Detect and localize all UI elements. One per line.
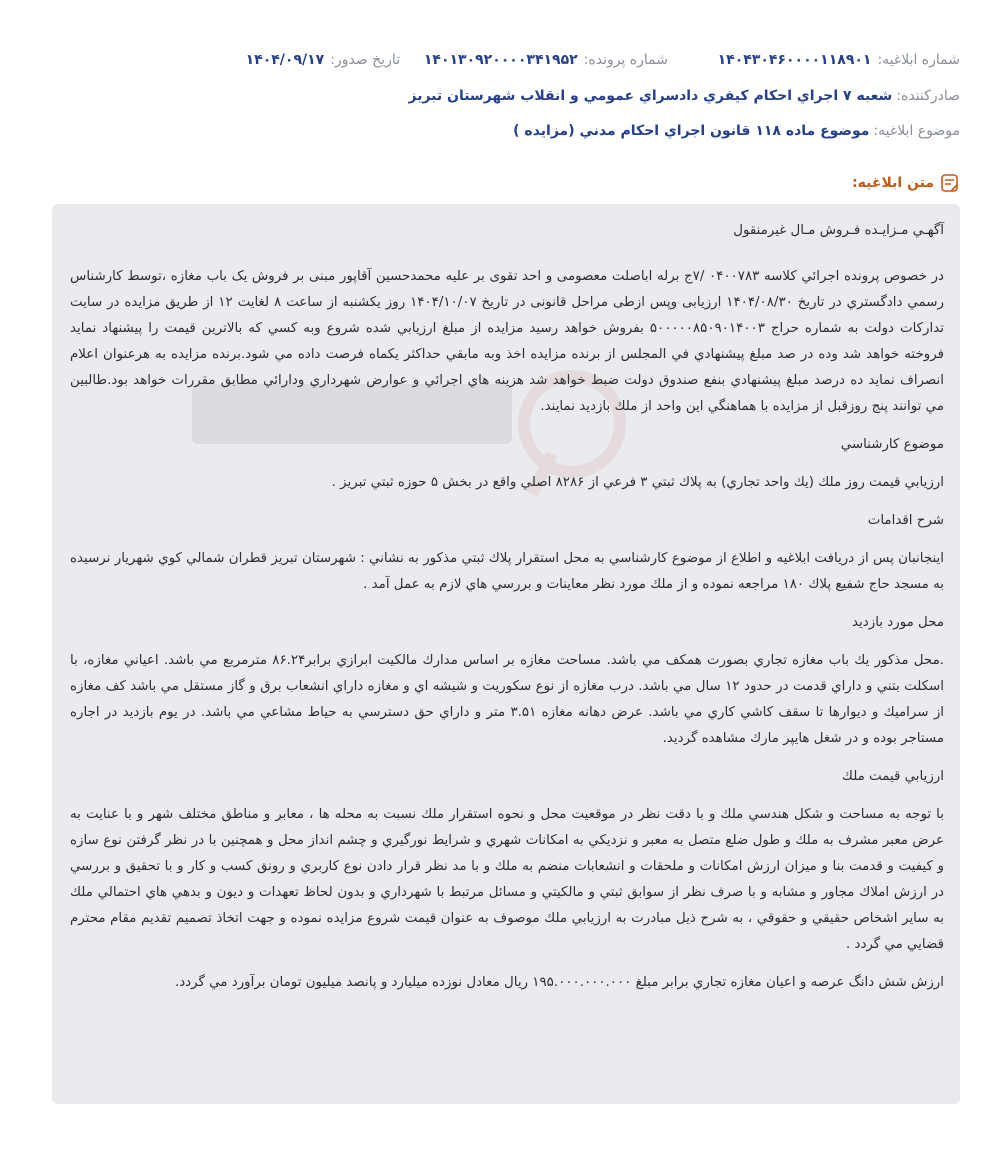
value-paragraph: ارزش شش دانگ عرصه و اعيان مغازه تجاري برابر مبلغ ۱۹۵.۰۰۰.۰۰۰.۰۰۰ ريال معادل نوزده ميليارد و پانصد ميليون تومان برآورد مي گردد. — [174, 975, 944, 990]
notice-number-value: ۱۴۰۴۳۰۴۶۰۰۰۰۱۱۸۹۰۱ — [717, 52, 872, 68]
case-number-value: ۱۴۰۱۳۰۹۲۰۰۰۰۳۴۱۹۵۲ — [423, 52, 578, 68]
notice-body-panel — [52, 204, 960, 1104]
subject-value: موضوع ماده ۱۱۸ قانون اجراي احکام مدني (مزايده ) — [513, 123, 870, 139]
issuer-label: صادرکننده: — [896, 88, 960, 104]
valuation-paragraph: با توجه به مساحت و شكل هندسي ملك و با دقت نظر در موقعيت محل و نحوه استقرار ملك نسبت به محله ها ، معابر و مناطق مختلف شهر و با عنايت به عرض معبر مشرف به ملك و طول ضلع متصل به معبر و نزديكي به امكانات شهري و شرايط نورگيري و چشم انداز محل و همچنين با در نظر گرفتن نوع سازه و كيفيت و قدمت بنا و ميزان ارزش امكانات و ملحقات و انشعابات منضم به ملك و با مد نظر قرار دادن نوع كاربري و رونق كسب و كار و با تحقيق و بررسي در ارزش املاك مجاور و مشابه و با صرف نظر از سوابق ثبتي و مالكيتي و مسائل مرتبط با شهرداري و بدون لحاظ تعهدات و ديون و بدهي هاي احتمالي ملك به ساير اشخاص حقيقي و حقوقي ، به شرح ذيل مبادرت به ارزيابي ملك موصوف به عنوان قيمت شروع مزايده نموده و جهت اتخاذ تصميم تقديم مقام محترم قضايي مي گردد . — [70, 807, 944, 952]
subject-line — [513, 120, 960, 142]
expert-paragraph: ارزيابي قيمت روز ملك (يك واحد تجاري) به پلاك ثبتي ۳ فرعي از ۸۲۸۶ اصلي واقع در بخش ۵ حوزه ثبتي تبريز . — [331, 475, 944, 490]
issue-date-value: ۱۴۰۴/۰۹/۱۷ — [245, 52, 325, 68]
notice-body-title: آگهـي مـزايـده فـروش مـال غيرمنقول — [733, 223, 944, 238]
valuation-heading: ارزيابي قيمت ملك — [841, 769, 944, 784]
notice-number-label: شماره ابلاغيه: — [877, 52, 960, 68]
actions-paragraph: اينجانبان پس از دريافت ابلاغيه و اطلاع از موضوع كارشناسي به محل استقرار پلاك ثبتي مذكور به نشاني : شهرستان تبريز قطران شمالي كوي شهريار نرسيده به مسجد حاج شفيع پلاك ۱۸۰ مراجعه نموده و از ملك مورد نظر معاينات و بررسي هاي لازم به عمل آمد . — [70, 551, 944, 592]
notice-intro-paragraph: در خصوص پرونده اجرائي كلاسه ۰۴۰۰۷۸۳ /۷ج برله اباصلت معصومی و احد تقوی بر علیه محمدحسین آقاپور مبنی بر فروش یک باب مغازه ،توسط كارشناس رسمي دادگستري در تاريخ ۱۴۰۴/۰۸/۳۰ ارزیابی وپس ازطی مراحل قانونی در تاریخ ۱۴۰۴/۱۰/۰۷ روز یکشنبه از ساعت ۸ لغايت ۱۲ از طريق مزايده در سایت تدارکات دولت به شماره حراج ۵۰۰۰۰۰۸۵۰۹۰۱۴۰۰۳ بفروش خواهد رسيد مزايده از مبلغ ارزيابي شده شروع وبه كسي كه بالاترين قيمت را پيشنهاد نمايد فروخته خواهد شد وده در صد مبلغ پيشنهادي في المجلس از برنده مزايده اخذ وبه مابقي حداكثر يكماه فرصت داده مي شود.برنده مزايده به هرعنوان اعلام انصراف نمايد ده درصد مبلغ پيشنهادي بنفع صندوق دولت ضبط خواهد شد هزينه هاي اجرائي و عوارض شهرداري ودارائي مطابق مقررات خواهد بود.طالبين مي توانند پنج روزقبل از مزايده با هماهنگي اين واحد از ملك بازديد نمايند. — [70, 269, 945, 414]
notice-text-heading — [852, 172, 960, 194]
notice-text-title: متن ابلاغيه: — [852, 175, 934, 191]
notice-number — [718, 50, 960, 70]
issue-date — [246, 50, 400, 70]
notice-meta-row — [190, 50, 960, 70]
issuer-value: شعبه ۷ اجراي احکام کيفري دادسراي عمومي و انقلاب شهرستان تبريز — [408, 88, 893, 104]
expert-heading: موضوع كارشناسي — [840, 437, 944, 452]
subject-label: موضوع ابلاغيه: — [873, 123, 960, 139]
actions-heading: شرح اقدامات — [867, 513, 944, 528]
case-number-label: شماره پرونده: — [583, 52, 668, 68]
case-number — [424, 50, 668, 70]
note-icon — [940, 173, 960, 193]
issue-date-label: تاريخ صدور: — [330, 52, 400, 68]
location-heading: محل مورد بازديد — [852, 615, 944, 630]
issuer-line — [408, 85, 960, 107]
location-paragraph: .محل مذكور يك باب مغازه تجاري بصورت همكف مي باشد. مساحت مغازه بر اساس مدارك مالكيت ابرازي برابر۸۶.۲۴ مترمربع مي باشد. اعياني مغازه، با اسكلت بتني و داراي قدمت در حدود ۱۲ سال مي باشد. درب مغازه از نوع سكوريت و شيشه اي و مغازه داراي انشعاب برق و گاز مستقل مي باشد كف مغازه از سراميك و ديوارها تا سقف كاشي كاري مي باشد. عرض دهانه مغازه ۳.۵۱ متر و داراي حق دسترسي به حياط مشاعي مي باشد. در يوم بازديد در اجاره مستاجر بوده و در شغل هايپر مارك مشاهده گرديد. — [70, 653, 945, 746]
